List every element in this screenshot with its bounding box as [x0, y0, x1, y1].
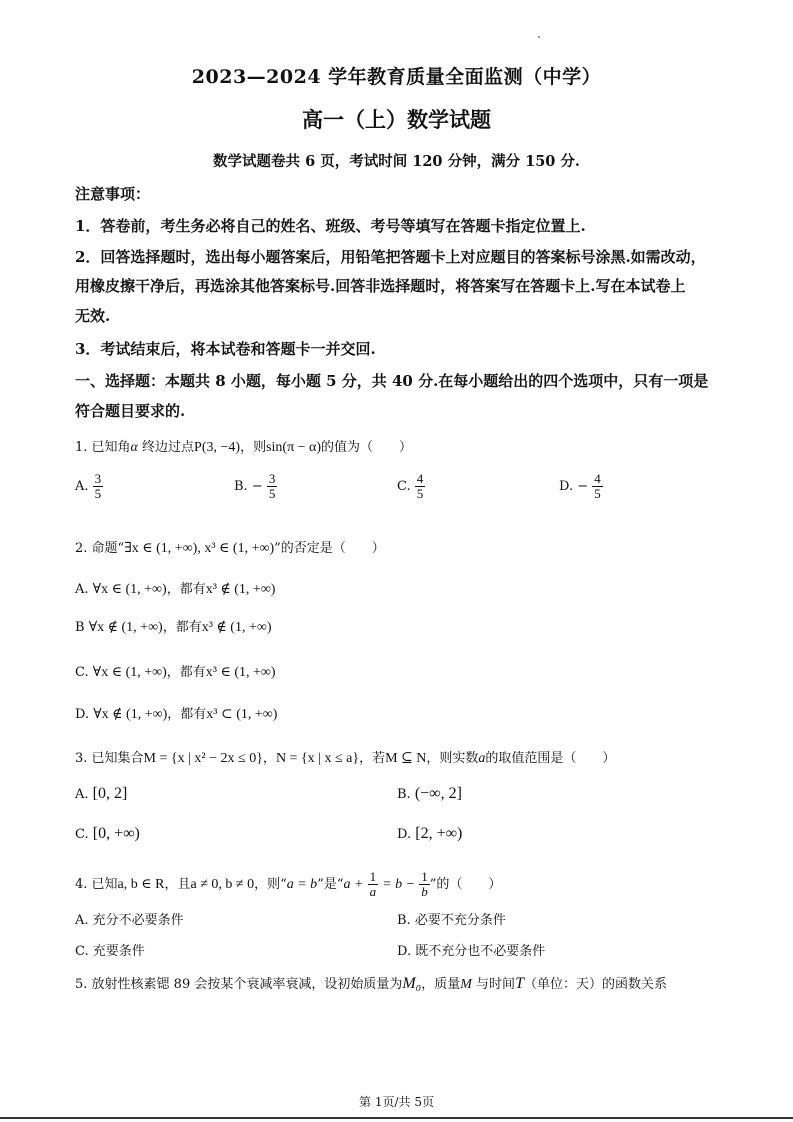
q1-mid: 终边过点 [137, 440, 195, 455]
q2-expr: ∃x ∈ (1, +∞), x³ ∈ (1, +∞) [124, 541, 275, 556]
q1-option-b [234, 472, 277, 501]
q5-mid2: 与时间 [471, 977, 516, 992]
q2-option-a [75, 578, 275, 598]
q1-prefix: 1. 已知角 [75, 440, 131, 455]
q3-option-b [397, 785, 462, 803]
q3-option-d [397, 825, 462, 843]
option-text: 充分不必要条件 [92, 913, 184, 928]
q3-comma: ， [262, 751, 276, 766]
q4-fraction-2 [419, 870, 430, 899]
option-mid: ，都有 [166, 582, 206, 597]
option-label: B. [397, 787, 411, 802]
option-value: (−∞, 2] [414, 785, 462, 802]
note-item-2-line-3: 无效. [75, 307, 111, 325]
scan-dot [538, 36, 540, 38]
option-label: D. [397, 827, 412, 842]
q5-t: T [515, 975, 524, 992]
q3-mid2: ，则实数 [426, 751, 479, 766]
fraction-denominator: 5 [594, 486, 601, 501]
option-value: [2, +∞) [415, 825, 463, 842]
q3-set-m: M = {x | x² − 2x ≤ 0} [143, 751, 263, 766]
q5-prefix: 5. 放射性核素锶 89 会按某个衰减率衰减，设初始质量为 [75, 977, 403, 992]
q2-option-d [75, 703, 277, 723]
q4-fraction-1 [368, 870, 379, 899]
q3-mid: ，若 [359, 751, 386, 766]
option-fraction [93, 472, 104, 501]
question-3 [75, 747, 615, 767]
option-text: 充要条件 [92, 944, 145, 959]
option-math-pre: ∀x ∉ (1, +∞) [93, 707, 168, 722]
option-fraction [592, 472, 603, 501]
q4-option-d [397, 940, 545, 959]
option-fraction [415, 472, 426, 501]
exam-intro: 数学试题卷共 6 页，考试时间 120 分钟，满分 150 分. [213, 153, 580, 170]
section-1-line-2: 符合题目要求的. [75, 402, 186, 420]
bottom-rule [0, 1117, 793, 1119]
q5-m0: M₀ [402, 975, 422, 992]
fraction-denominator: 5 [416, 486, 424, 501]
question-2 [75, 537, 385, 557]
option-label: D. [559, 479, 574, 494]
q5-suffix: （单位：天）的函数关系 [523, 977, 667, 992]
q3-var: a [478, 751, 486, 766]
q2-option-c [75, 661, 276, 681]
option-math-post: x³ ∉ (1, +∞) [205, 582, 276, 597]
fraction-denominator: 5 [268, 486, 276, 501]
q1-mid2: ，则 [240, 440, 267, 455]
q1-point: P(3, −4) [194, 440, 241, 455]
option-mid: ，都有 [167, 707, 207, 722]
option-math-pre: ∀x ∉ (1, +∞) [88, 620, 163, 635]
fraction-numerator: 3 [94, 471, 102, 486]
option-label: A. [75, 479, 89, 494]
question-5 [75, 973, 667, 993]
option-mid: ，都有 [166, 665, 206, 680]
option-math-post: x³ ∈ (1, +∞) [205, 665, 276, 680]
option-label: C. [397, 479, 411, 494]
option-sign: − [577, 479, 589, 494]
fraction-numerator: 1 [369, 869, 377, 884]
q3-option-a [75, 785, 127, 803]
q1-suffix: 的值为（ ） [321, 440, 413, 455]
fraction-denominator: b [421, 884, 428, 899]
q2-prefix: 2. 命题“ [75, 541, 125, 556]
q3-option-c [75, 825, 140, 843]
option-mid: ，都有 [162, 620, 202, 635]
question-4 [75, 870, 501, 899]
option-label: C. [75, 665, 89, 680]
fraction-denominator: 5 [94, 486, 102, 501]
q4-mid-3: ”是“ [317, 877, 344, 892]
option-sign: − [251, 479, 263, 494]
q4-mid-1: ，且 [164, 877, 191, 892]
option-value: [0, 2] [92, 785, 128, 802]
q4-option-b [397, 909, 506, 928]
q4-prefix: 4. 已知 [75, 877, 118, 892]
q1-alpha: α [130, 440, 138, 455]
option-label: A. [75, 913, 89, 928]
option-math-pre: ∀x ∈ (1, +∞) [92, 665, 167, 680]
option-text: 必要不充分条件 [414, 913, 506, 928]
option-math-pre: ∀x ∈ (1, +∞) [92, 582, 167, 597]
note-item-1: 1．答卷前，考生务必将自己的姓名、班级、考号等填写在答题卡指定位置上. [75, 217, 586, 235]
q1-option-c [397, 472, 425, 501]
q4-expr-4b: = b − [382, 877, 416, 892]
option-label: C. [75, 944, 89, 959]
option-value: [0, +∞) [92, 825, 140, 842]
page-footer: 第 1页/共 5页 [359, 1095, 434, 1109]
fraction-denominator: a [369, 884, 377, 899]
option-text: 既不充分也不必要条件 [415, 944, 546, 959]
fraction-numerator: 3 [268, 471, 276, 486]
q3-suffix: 的取值范围是（ ） [485, 751, 616, 766]
q4-suffix: ”的（ ） [429, 877, 502, 892]
q3-set-n: N = {x | x ≤ a} [275, 751, 360, 766]
option-math-post: x³ ⊂ (1, +∞) [206, 707, 278, 722]
question-1 [75, 436, 412, 456]
fraction-numerator: 4 [416, 471, 424, 486]
q4-mid-2: ，则“ [254, 877, 287, 892]
q1-option-d [559, 472, 603, 501]
exam-title: 2023—2024 学年教育质量全面监测（中学） [191, 66, 602, 88]
q1-option-a [75, 472, 103, 501]
q4-option-c [75, 940, 145, 959]
option-label: D. [75, 707, 90, 722]
option-label: B [75, 620, 85, 635]
q2-suffix: ”的否定是（ ） [274, 541, 385, 556]
q1-expr: sin(π − α) [266, 440, 322, 455]
q4-expr-3: a = b [286, 877, 318, 892]
fraction-numerator: 4 [594, 471, 601, 486]
option-math-post: x³ ∉ (1, +∞) [201, 620, 272, 635]
q2-option-b [75, 616, 272, 636]
note-item-2-line-1: 2．回答选择题时，选出每小题答案后，用铅笔把答题卡上对应题目的答案标号涂黑.如需改动， [75, 248, 706, 266]
fraction-numerator: 1 [421, 869, 428, 884]
notes-heading: 注意事项： [75, 185, 151, 203]
q4-expr-1: a, b ∈ R [117, 877, 165, 892]
note-item-2-line-2: 用橡皮擦干净后，再选涂其他答案标号.回答非选择题时，将答案写在答题卡上.写在本试卷上 [75, 277, 686, 295]
q3-condition: M ⊆ N [385, 751, 427, 766]
q5-m: M [460, 977, 472, 992]
option-label: A. [75, 787, 89, 802]
option-label: C. [75, 827, 89, 842]
q4-option-a [75, 909, 184, 928]
option-fraction [267, 472, 278, 501]
option-label: A. [75, 582, 89, 597]
option-label: B. [397, 913, 411, 928]
option-label: D. [397, 944, 412, 959]
q4-expr-2: a ≠ 0, b ≠ 0 [190, 877, 255, 892]
q5-mid: ，质量 [421, 977, 461, 992]
note-item-3: 3．考试结束后，将本试卷和答题卡一并交回. [75, 340, 376, 358]
exam-subtitle: 高一（上）数学试题 [302, 107, 491, 132]
q4-expr-4a: a + [343, 877, 364, 892]
q3-prefix: 3. 已知集合 [75, 751, 144, 766]
option-label: B. [234, 479, 248, 494]
section-1-line-1: 一、选择题：本题共 8 小题，每小题 5 分，共 40 分.在每小题给出的四个选项中，只有一项是 [75, 372, 709, 390]
